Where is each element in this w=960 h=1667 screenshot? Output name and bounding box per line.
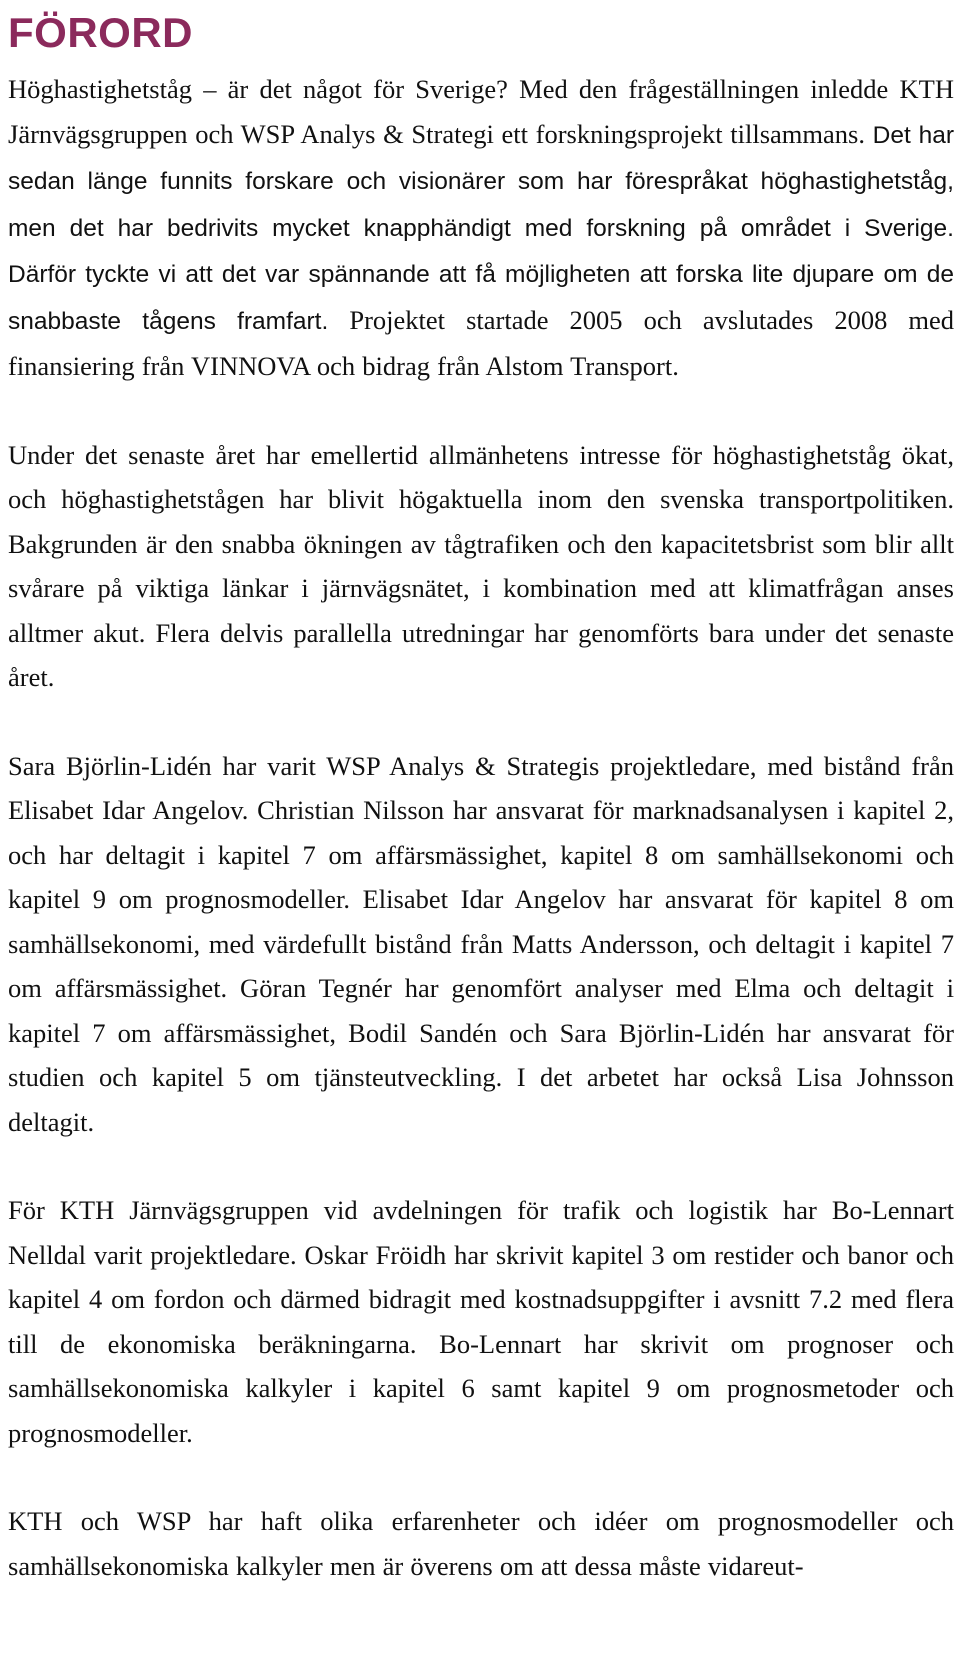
paragraph-conclusion [8, 1499, 954, 1588]
paragraph-kth-team-lead: För KTH Järnvägsgruppen vid avdelningen för trafik och logistik har Bo-Lennart Nelldal varit projektledare. [8, 1195, 954, 1270]
paragraph-wsp-team [8, 744, 954, 1145]
paragraph-interest [8, 433, 954, 700]
document-page [8, 0, 954, 1588]
paragraph-intro [8, 67, 954, 389]
paragraph-kth-team [8, 1188, 954, 1455]
paragraph-kth-team-rest: Oskar Fröidh har skrivit kapitel 3 om restider och banor och kapitel 4 om fordon och därmed bidragit med kostnadsuppgifter i avsnitt 7.2 med flera till de ekonomiska beräkningarna. Bo-Lennart har skrivit om prognoser och samhällsekonomiska kalkyler i kapitel 6 samt kapitel 9 om prognosmetoder och prognosmodeller. [8, 1239, 954, 1448]
paragraph-interest-rest: Bakgrunden är den snabba ökningen av tågtrafiken och den kapacitetsbrist som blir allt svårare på viktiga länkar i järnvägsnätet, i kombination med att klimatfrågan anses alltmer akut. Flera delvis parallella utredningar har genomförts bara under det senaste året. [8, 528, 954, 692]
paragraph-conclusion-text: KTH och WSP har haft olika erfarenheter och idéer om prognosmodeller och samhällsekonomiska kalkyler men är överens om att dessa måste vidareut- [8, 1506, 954, 1581]
paragraph-intro-middle: Det har sedan länge funnits forskare och visionärer som har förespråkat höghastighetståg, men det har bedrivits mycket knapphändigt med forskning på området i Sverige. Därför tyckte vi att det var spännande att få möjligheten att forska lite djupare om de snabbaste tågens framfart. [8, 121, 955, 335]
paragraph-intro-lead: Höghastighetståg – är det något för Sverige? Med den frågeställningen inledde KTH Järnvägsgruppen och WSP Analys & Strategi ett forskningsprojekt tillsammans. [8, 74, 954, 149]
paragraph-interest-lead: Under det senaste året har emellertid allmänhetens intresse för höghastighetståg ökat, och höghastighetstågen har blivit högaktuella inom den svenska transportpolitiken. [8, 439, 954, 514]
paragraph-wsp-team-text: Sara Björlin-Lidén har varit WSP Analys & Strategis projektledare, med bistånd från Elisabet Idar Angelov. Christian Nilsson har ansvarat för marknadsanalysen i kapitel 2, och har deltagit i kapitel 7 om affärsmässighet, kapitel 8 om samhällsekonomi och kapitel 9 om prognosmodeller. Elisabet Idar Angelov har ansvarat för kapitel 8 om samhällsekonomi, med värdefullt bistånd från Matts Andersson, och deltagit i kapitel 7 om affärsmässighet. Göran Tegnér har genomfört analyser med Elma och deltagit i kapitel 7 om affärsmässighet, Bodil Sandén och Sara Björlin-Lidén har ansvarat för studien och kapitel 5 om tjänsteutveckling. I det arbetet har också Lisa Johnsson deltagit. [8, 750, 954, 1137]
paragraph-intro-tail: Projektet startade 2005 och avslutades 2008 med finansiering från VINNOVA och bidrag från Alstom Transport. [8, 304, 954, 381]
section-heading: FÖRORD [8, 9, 193, 56]
